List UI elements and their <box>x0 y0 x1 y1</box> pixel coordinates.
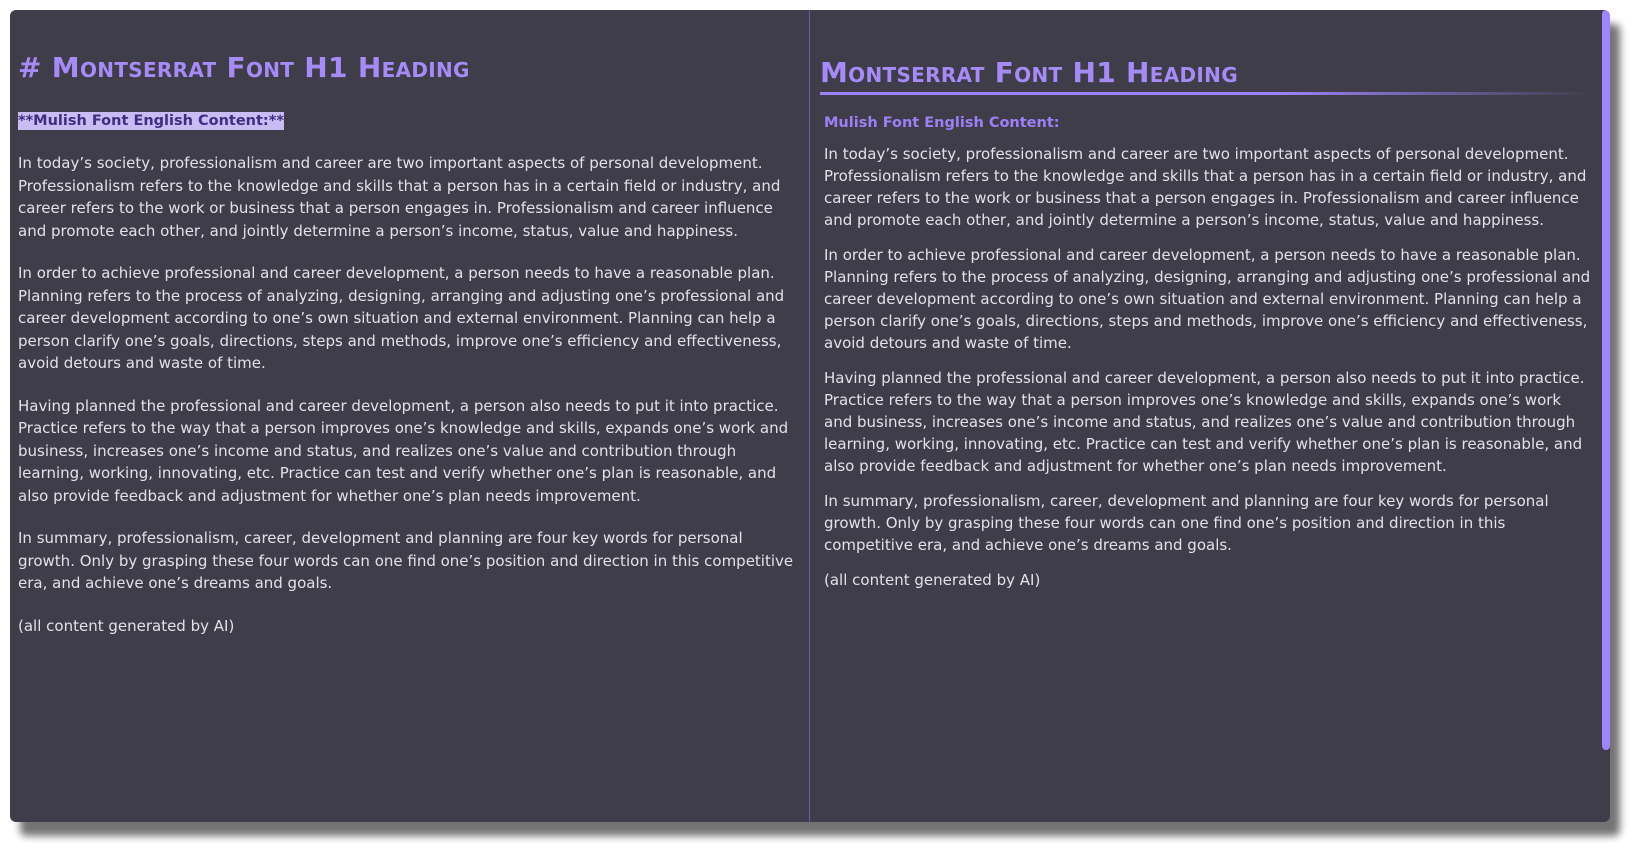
source-paragraph[interactable]: In order to achieve professional and career development, a person needs to have a reasonable plan. Planning refers to the process of analyzing, designing, arranging and adjusting one’s professional and career development according to one’s own situation and external environment. Planning can help a person clarify one’s goals, directions, steps and methods, improve one’s efficiency and effectiveness, avoid detours and waste of time. <box>18 264 785 372</box>
source-heading[interactable]: # Montserrat Font H1 Heading <box>18 51 470 84</box>
heading-underline <box>820 92 1592 95</box>
preview-paragraph: In order to achieve professional and career development, a person needs to have a reasonable plan. Planning refers to the process of analyzing, designing, arranging and adjusting one’s professional and career development according to one’s own situation and external environment. Planning can help a person clarify one’s goals, directions, steps and methods, improve one’s efficiency and effectiveness, avoid detours and waste of time. <box>824 246 1591 352</box>
preview-bold-line: Mulish Font English Content: <box>824 115 1060 131</box>
source-paragraph[interactable]: Having planned the professional and career development, a person also needs to put it into practice. Practice refers to the way that a person improves one’s knowledge and skills, expands one’s work and business, increases one’s income and status, and realizes one’s value and contribution through learning, working, innovating, etc. Practice can test and verify whether one’s plan is reasonable, and also provide feedback and adjustment for whether one’s plan needs improvement. <box>18 396 789 505</box>
preview-paragraph: Having planned the professional and career development, a person also needs to put it into practice. Practice refers to the way that a person improves one’s knowledge and skills, expands one’s work and business, increases one’s income and status, and realizes one’s value and contribution through learning, working, innovating, etc. Practice can test and verify whether one’s plan is reasonable, and also provide feedback and adjustment for whether one’s plan needs improvement. <box>824 369 1585 475</box>
markdown-editor-window <box>10 10 1610 822</box>
preview-scrollbar[interactable] <box>1602 10 1610 750</box>
preview-pane <box>810 10 1610 822</box>
source-paragraph[interactable]: In summary, professionalism, career, development and planning are four key words for personal growth. Only by grasping these four words can one find one’s position and direction in this competitive era, and achieve one’s dreams and goals. <box>18 529 794 592</box>
source-body <box>18 152 801 637</box>
preview-paragraph: In summary, professionalism, career, development and planning are four key words for personal growth. Only by grasping these four words can one find one’s position and direction in this competitive era, and achieve one’s dreams and goals. <box>824 492 1549 554</box>
source-editor-pane[interactable] <box>10 10 810 822</box>
source-paragraph[interactable]: (all content generated by AI) <box>18 616 235 635</box>
source-bold-line[interactable]: **Mulish Font English Content:** <box>18 113 284 129</box>
preview-paragraph: (all content generated by AI) <box>824 571 1041 589</box>
source-paragraph[interactable]: In today’s society, professionalism and career are two important aspects of personal development. Professionalism refers to the knowledge and skills that a person has in a certain field or industry, and career refers to the work or business that a person engages in. Professionalism and career influence and promote each other, and jointly determine a person’s income, status, value and happiness. <box>18 154 781 240</box>
preview-body <box>824 143 1592 591</box>
preview-paragraph: In today’s society, professionalism and career are two important aspects of personal development. Professionalism refers to the knowledge and skills that a person has in a certain field or industry, and career refers to the work or business that a person engages in. Professionalism and career influence and promote each other, and jointly determine a person’s income, status, value and happiness. <box>824 145 1587 229</box>
preview-heading: Montserrat Font H1 Heading <box>820 56 1238 89</box>
